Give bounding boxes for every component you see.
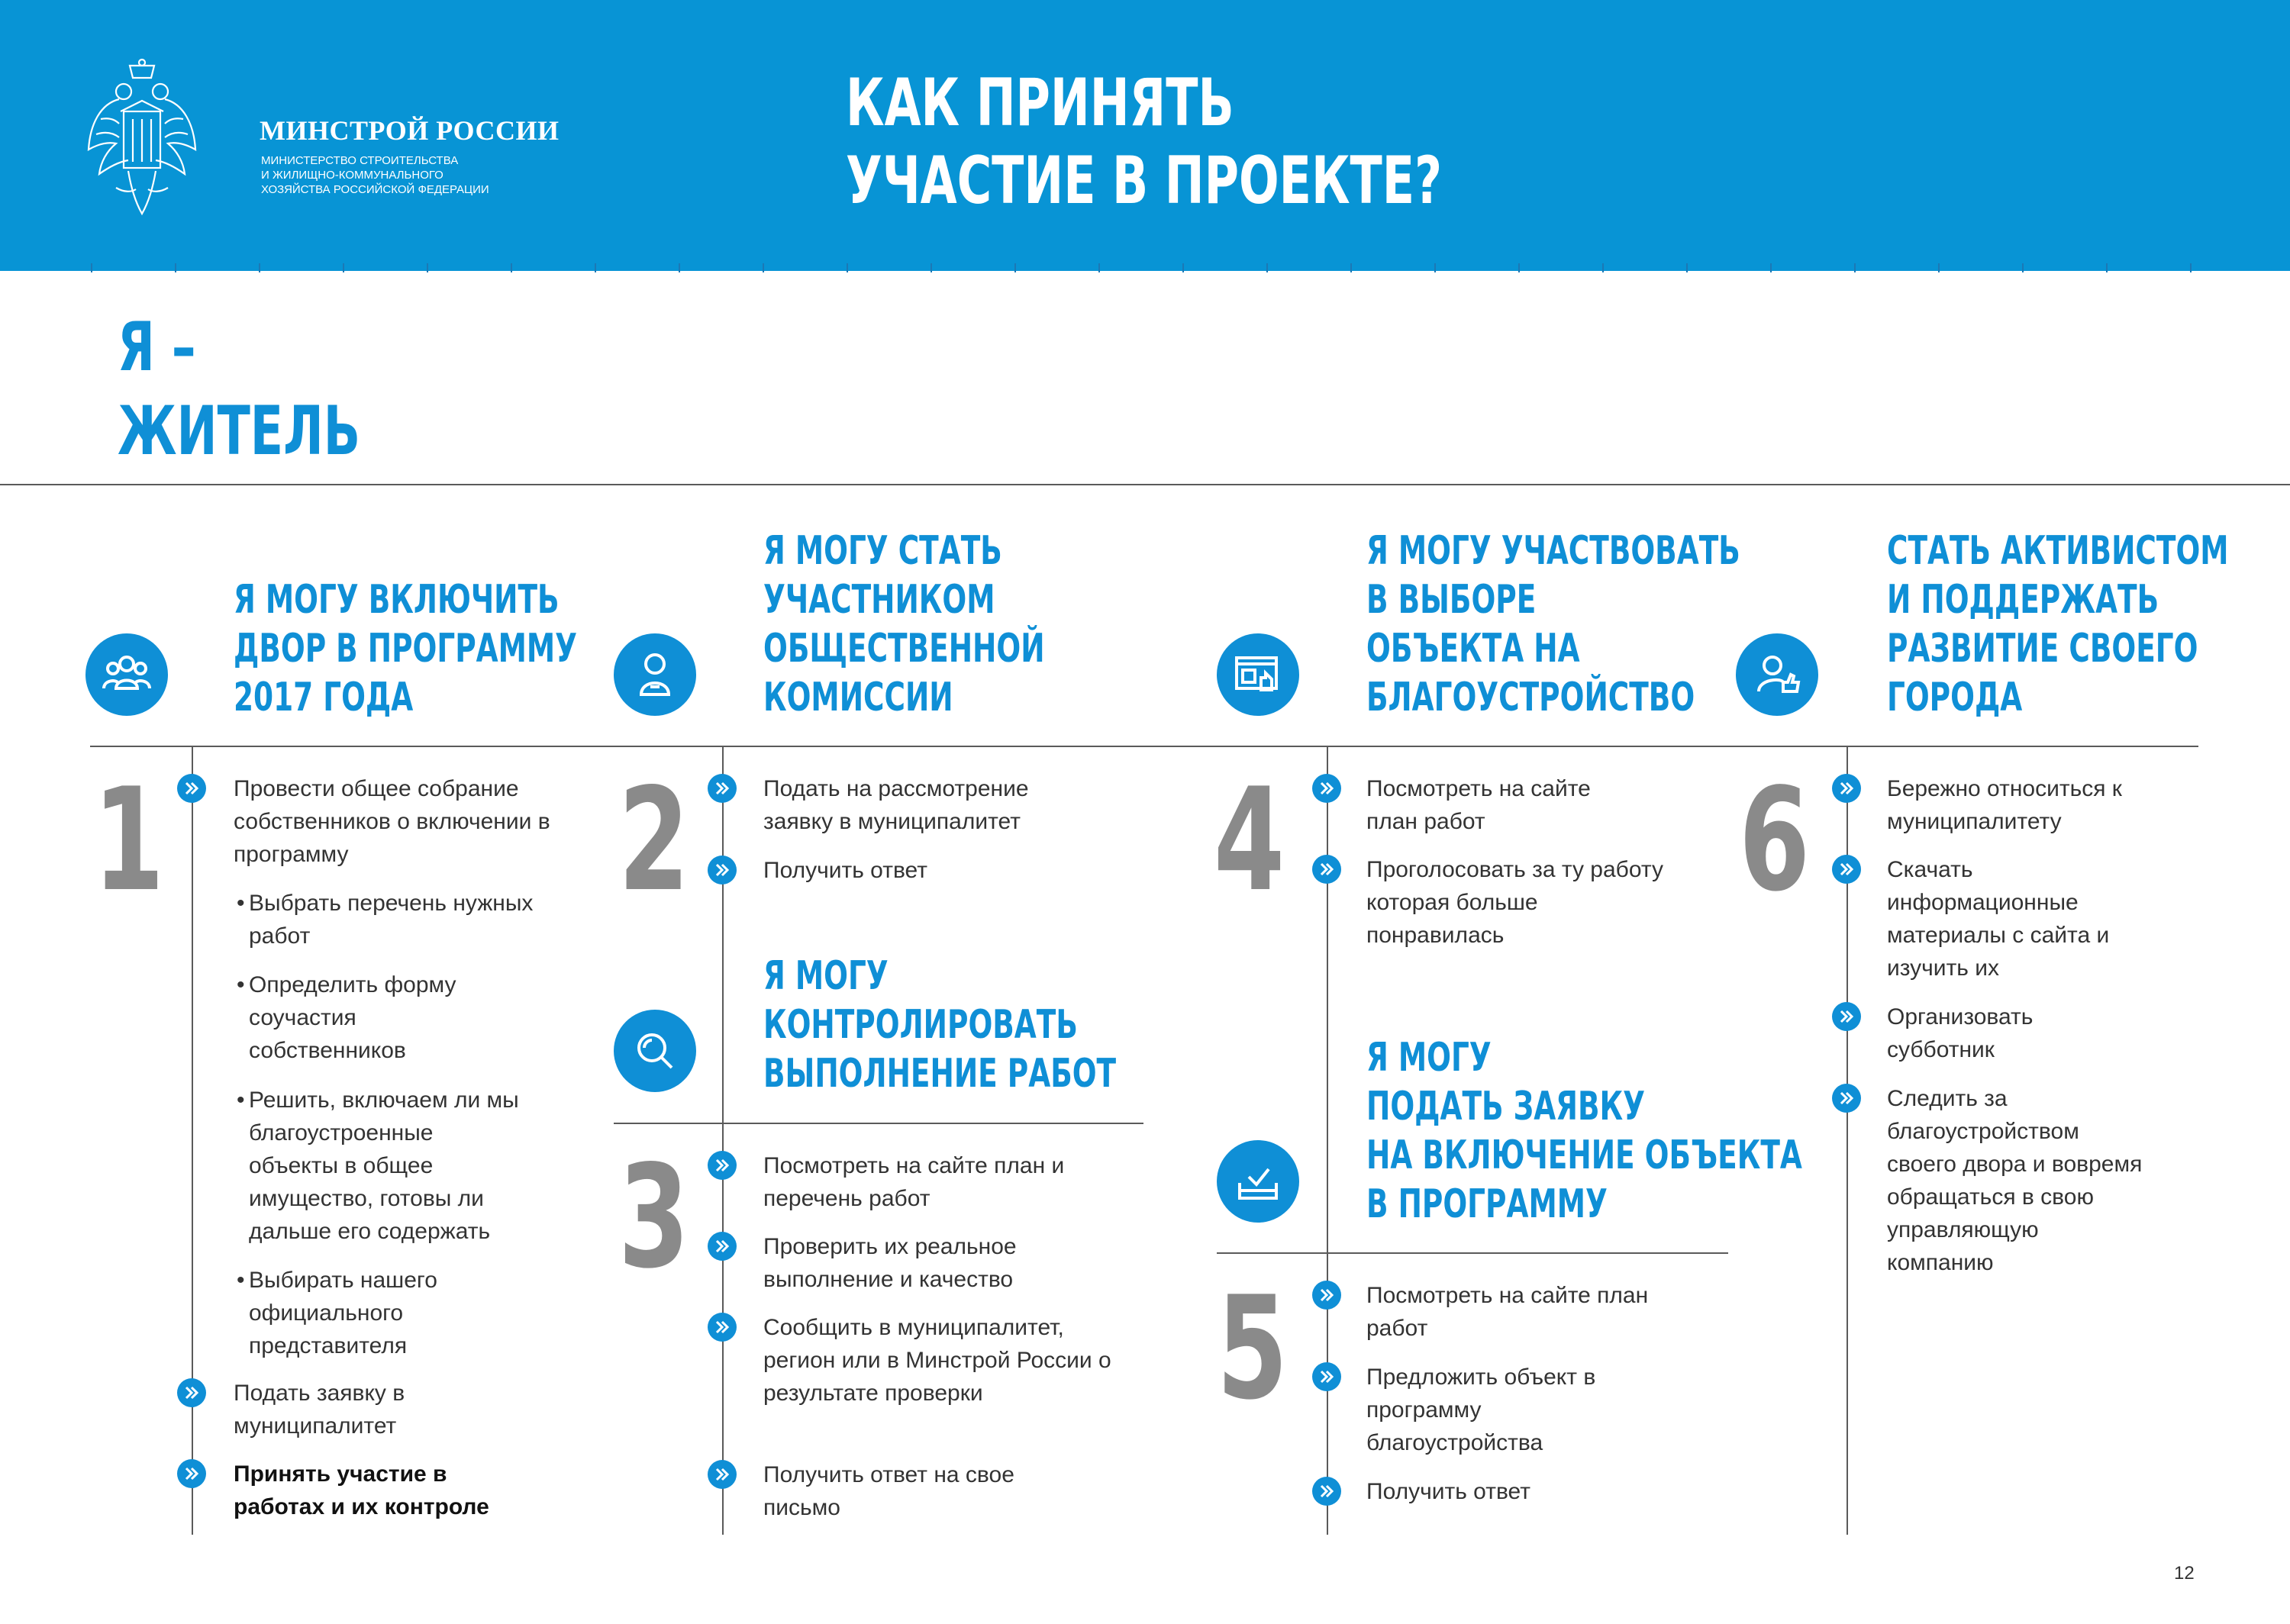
coat-of-arms-icon [85, 58, 198, 220]
list-item: Сообщить в муниципалитет, регион или в Минстрой России о результате проверки [763, 1315, 1111, 1406]
list-item: Получить ответ [1366, 1479, 1530, 1504]
heading-line: Я МОГУ [1366, 1035, 1492, 1081]
role-title [118, 305, 360, 473]
fast-forward-icon [708, 774, 737, 803]
magnifier-icon [614, 1010, 696, 1092]
role-title-line: ЖИТЕЛЬ [118, 392, 361, 470]
section-1-heading [234, 575, 577, 722]
divider [1217, 1252, 1728, 1254]
fast-forward-icon [1312, 855, 1341, 884]
fast-forward-icon [708, 1151, 737, 1180]
heading-line: ВЫПОЛНЕНИЕ РАБОТ [763, 1051, 1117, 1097]
heading-line: НА ВКЛЮЧЕНИЕ ОБЪЕКТА [1366, 1133, 1802, 1178]
sub-item-text: Выбирать нашего официального представителя [249, 1268, 437, 1358]
heading-line: ОБЩЕСТВЕННОЙ [763, 626, 1045, 672]
bullet-dot: • [237, 1268, 245, 1293]
heading-line: В ПРОГРАММУ [1366, 1181, 1608, 1227]
thumbs-up-person-icon [1736, 633, 1818, 716]
heading-line: ПОДАТЬ ЗАЯВКУ [1366, 1084, 1646, 1129]
heading-line: ОБЪЕКТА НА [1366, 626, 1580, 672]
step-number-1: 1 [93, 757, 165, 923]
step-number-4: 4 [1214, 757, 1285, 923]
fast-forward-icon [1312, 1477, 1341, 1506]
heading-line: Я МОГУ УЧАСТВОВАТЬ [1366, 528, 1740, 574]
fast-forward-icon [708, 856, 737, 884]
bullet-dot: • [237, 891, 245, 916]
step-number-2: 2 [618, 757, 690, 923]
section-3-heading [763, 952, 1116, 1098]
heading-line: СТАТЬ АКТИВИСТОМ [1887, 528, 2229, 574]
fast-forward-icon [1832, 1002, 1861, 1031]
heading-line: ДВОР В ПРОГРАММУ [234, 626, 578, 672]
person-icon [614, 633, 696, 716]
list-item: Подать заявку в муниципалитет [234, 1381, 405, 1439]
org-subtitle-line: ХОЗЯЙСТВА РОССИЙСКОЙ ФЕДЕРАЦИИ [261, 183, 489, 196]
heading-line: ГОРОДА [1887, 675, 2023, 720]
list-item: Проголосовать за ту работу которая больше понравилась [1366, 857, 1663, 948]
heading-line: УЧАСТНИКОМ [763, 577, 995, 623]
list-item: Посмотреть на сайте план и перечень работ [763, 1153, 1065, 1211]
header-tick-marks [0, 263, 2290, 272]
fast-forward-icon [1832, 1084, 1861, 1113]
fast-forward-icon [177, 774, 206, 803]
fast-forward-icon [177, 1378, 206, 1407]
list-item: Получить ответ [763, 858, 927, 883]
list-item: Провести общее собрание собственников о включении в программу [234, 776, 550, 867]
vote-screen-icon [1217, 633, 1299, 716]
heading-line: РАЗВИТИЕ СВОЕГО [1887, 626, 2198, 672]
org-subtitle-line: И ЖИЛИЩНО-КОММУНАЛЬНОГО [261, 169, 443, 182]
heading-line: 2017 ГОДА [234, 675, 414, 720]
fast-forward-icon [1832, 855, 1861, 884]
heading-line: БЛАГОУСТРОЙСТВО [1366, 675, 1695, 720]
fast-forward-icon [708, 1232, 737, 1261]
section-2-heading [763, 527, 1045, 722]
sub-item-text: Выбрать перечень нужных работ [249, 891, 534, 949]
bullet-dot: • [237, 972, 245, 997]
heading-line: В ВЫБОРЕ [1366, 577, 1537, 623]
divider [90, 746, 2198, 747]
org-name: МИНСТРОЙ РОССИИ [260, 115, 560, 146]
sub-list-item [237, 1264, 478, 1362]
fast-forward-icon [1312, 1281, 1341, 1310]
list-item: Подать на рассмотрение заявку в муниципалитет [763, 776, 1029, 834]
list-item: Проверить их реальное выполнение и качество [763, 1234, 1017, 1292]
page-title-line: КАК ПРИНЯТЬ [846, 65, 1234, 141]
list-item: Бережно относиться к муниципалитету [1887, 776, 2122, 834]
fast-forward-icon [708, 1460, 737, 1489]
section-4-heading [1366, 527, 1740, 722]
list-item: Предложить объект в программу благоустройства [1366, 1365, 1596, 1455]
list-item: Принять участие в работах и их контроле [234, 1461, 489, 1519]
timeline-line [192, 746, 193, 1535]
heading-line: И ПОДДЕРЖАТЬ [1887, 577, 2159, 623]
sub-list-item [237, 887, 539, 952]
group-icon [85, 633, 168, 716]
list-item: Посмотреть на сайте план работ [1366, 1283, 1649, 1341]
fast-forward-icon [177, 1459, 206, 1488]
heading-line: Я МОГУ СТАТЬ [763, 528, 1002, 574]
sub-list-item [237, 1084, 525, 1248]
list-item: Скачать информационные материалы с сайта и изучить их [1887, 857, 2110, 981]
heading-line: КОМИССИИ [763, 675, 953, 720]
list-item: Следить за благоустройством своего двора и вовремя обращаться в свою управляющую компанию [1887, 1086, 2143, 1275]
section-5-heading [1366, 1033, 1802, 1229]
divider [0, 484, 2290, 485]
heading-line: КОНТРОЛИРОВАТЬ [763, 1002, 1078, 1048]
checklist-icon [1217, 1140, 1299, 1223]
page-number: 12 [2174, 1563, 2195, 1584]
fast-forward-icon [1312, 774, 1341, 803]
bullet-dot: • [237, 1088, 245, 1113]
step-number-6: 6 [1739, 757, 1811, 923]
fast-forward-icon [1832, 774, 1861, 803]
role-title-line: Я – [118, 308, 196, 386]
page-title-line: УЧАСТИЕ В ПРОЕКТЕ? [846, 143, 1443, 219]
fast-forward-icon [708, 1313, 737, 1342]
heading-line: Я МОГУ ВКЛЮЧИТЬ [234, 577, 560, 623]
org-subtitle-line: МИНИСТЕРСТВО СТРОИТЕЛЬСТВА [261, 154, 459, 167]
step-number-3: 3 [618, 1134, 690, 1300]
list-item: Организовать субботник [1887, 1004, 2034, 1062]
list-item: Посмотреть на сайте план работ [1366, 776, 1591, 834]
list-item: Получить ответ на свое письмо [763, 1462, 1014, 1520]
sub-item-text: Решить, включаем ли мы благоустроенные объекты в общее имущество, готовы ли дальше его содержать [249, 1088, 519, 1244]
org-subtitle [261, 153, 536, 197]
sub-item-text: Определить форму соучастия собственников [249, 972, 456, 1063]
heading-line: Я МОГУ [763, 953, 889, 999]
fast-forward-icon [1312, 1362, 1341, 1391]
step-number-5: 5 [1217, 1265, 1289, 1431]
section-6-heading [1887, 527, 2229, 722]
page-title [846, 64, 1442, 220]
sub-list-item [237, 968, 493, 1067]
divider [614, 1123, 1143, 1124]
